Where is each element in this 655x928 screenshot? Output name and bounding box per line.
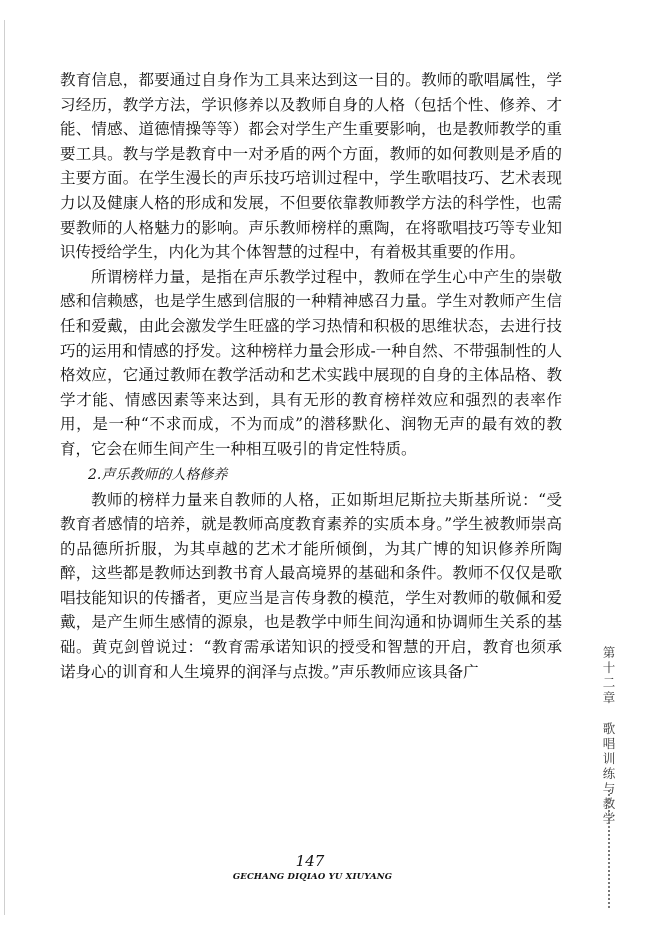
- paragraph-2: 所谓榜样力量，是指在声乐教学过程中，教师在学生心中产生的崇敬感和信赖感，也是学生感到信服的一种精神感召力量。学生对教师产生信任和爱戴，由此会激发学生旺盛的学习热情和积极的思维状态，去进行技巧的运用和情感的抒发。这种榜样力量会形成-一种自然、不带强制性的人格效应，它通过教师在教学活动和艺术实践中展现的自身的主体品格、教学才能、情感因素等来达到，具有无形的教育榜样效应和强烈的表率作用，是一种“不求而成，不为而成”的潜移默化、润物无声的最有效的教育，它会在师生间产生一种相互吸引的肯定性特质。: [60, 267, 562, 458]
- scan-edge-line: [4, 20, 5, 915]
- paragraph-1: 教育信息，都要通过自身作为工具来达到这一目的。教师的歌唱属性，学习经历，教学方法，学识修养以及教师自身的人格（包括个性、修养、才能、情感、道德情操等等）都会对学生产生重要影响，也是教师教学的重要工具。教与学是教育中一对矛盾的两个方面，教师的如何教则是矛盾的主要方面。在学生漫长的声乐技巧培训过程中，学生歌唱技巧、艺术表现力以及健康人格的形成和发展，不但要依靠教师教学方法的科学性，也需要教师的人格魅力的影响。声乐教师榜样的熏陶，在将歌唱技巧等专业知识传授给学生，内化为其个体智慧的过程中，有着极其重要的作用。: [60, 71, 562, 262]
- side-dotted-line: [608, 790, 610, 908]
- side-tab-chapter: 第十二章: [602, 645, 616, 705]
- body-text: [60, 68, 562, 684]
- paragraph-3: 教师的榜样力量来自教师的人格，正如斯坦尼斯拉夫斯基所说：“受教育者感情的培养，就是教师高度教育素养的实质本身。”学生被教师崇高的品德所折服，为其卓越的艺术才能所倾倒，为其广博的知识修养所陶醉，这些都是教师达到教书育人最高境界的基础和条件。教师不仅仅是歌唱技能知识的传播者，更应当是言传身教的模范，学生对教师的敬佩和爱戴，是产生师生感情的源泉，也是教学中师生间沟通和协调师生关系的基础。黄克剑曾说过：“教育需承诺知识的授受和智慧的开启，教育也须承诺身心的训育和人生境界的润泽与点拨。”声乐教师应该具备广: [60, 490, 562, 681]
- footer-book-title: GECHANG DIQIAO YU XIUYANG: [232, 872, 393, 882]
- section-heading: 2.声乐教师的人格修养: [88, 466, 228, 483]
- side-tab-title: 歌唱训练与教学: [602, 721, 616, 826]
- page-number: 147: [295, 852, 325, 870]
